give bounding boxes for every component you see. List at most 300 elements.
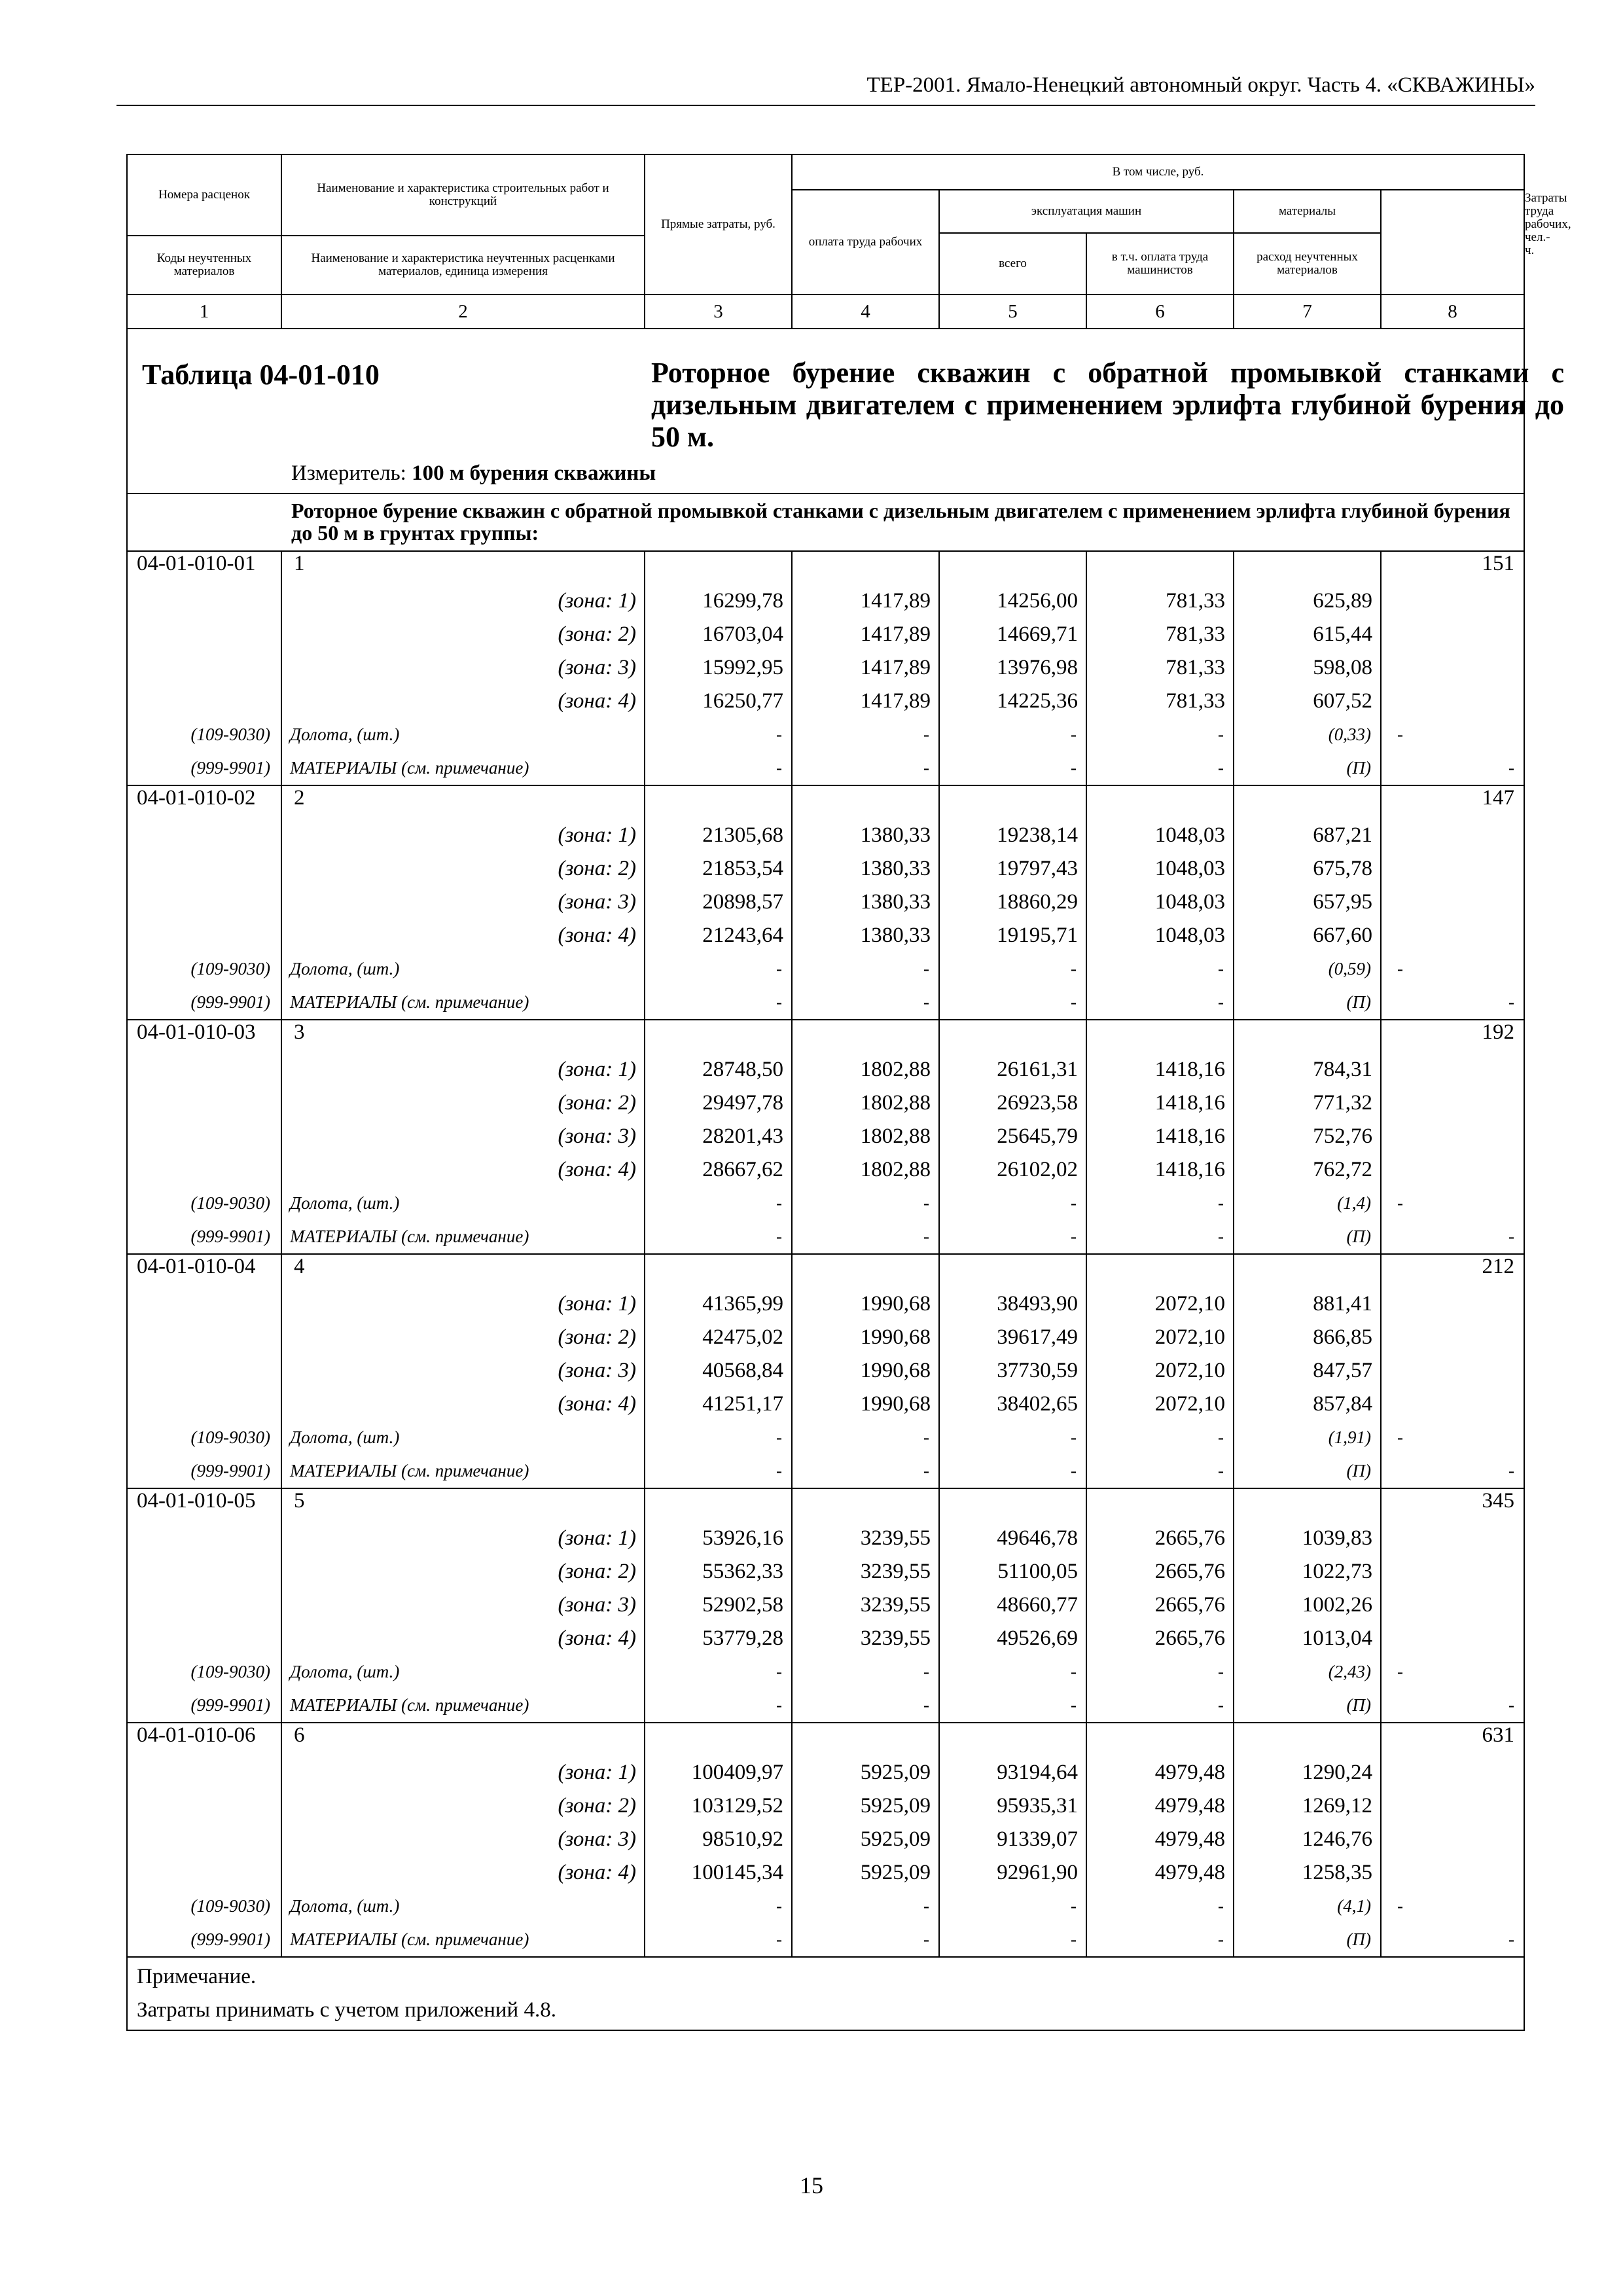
table-row [127, 718, 1524, 751]
dash-value: - [1086, 952, 1234, 986]
empty-cell-direct [645, 1254, 792, 1287]
empty-labor-cell [1381, 1086, 1524, 1120]
dash-value: - [792, 1421, 939, 1454]
machinist-pay-value: 4979,48 [1086, 1856, 1234, 1890]
material-code: (999-9901) [127, 1689, 281, 1723]
direct-costs-value: 41365,99 [645, 1287, 792, 1321]
zone-label: (зона: 1) [281, 1756, 645, 1789]
col-number: 4 [792, 295, 939, 329]
material-name: Долота, (шт.) [281, 1890, 645, 1923]
dash-value: - [792, 751, 939, 785]
empty-cell-machinists [1086, 1723, 1234, 1756]
labor-costs-value: 151 [1381, 551, 1524, 584]
materials-value: 866,85 [1234, 1321, 1381, 1354]
direct-costs-value: 21243,64 [645, 919, 792, 952]
table-row [127, 1522, 1524, 1555]
materials-value: 615,44 [1234, 618, 1381, 651]
table-row [127, 1823, 1524, 1856]
labor-dash: - [1381, 1421, 1524, 1454]
labor-pay-value: 1380,33 [792, 919, 939, 952]
rate-code: 04-01-010-03 [127, 1020, 281, 1053]
empty-cell-machines [939, 785, 1086, 819]
machines-total-value: 49526,69 [939, 1622, 1086, 1655]
direct-costs-value: 20898,57 [645, 886, 792, 919]
empty-cell-materials [1234, 551, 1381, 584]
material-name: Долота, (шт.) [281, 1655, 645, 1689]
machinist-pay-value: 2072,10 [1086, 1287, 1234, 1321]
material-code: (999-9901) [127, 751, 281, 785]
empty-code-cell [127, 919, 281, 952]
material-quantity: (1,91) [1234, 1421, 1381, 1454]
machines-total-value: 19195,71 [939, 919, 1086, 952]
zone-label: (зона: 1) [281, 1053, 645, 1086]
empty-labor-cell [1381, 1856, 1524, 1890]
rate-code: 04-01-010-05 [127, 1488, 281, 1522]
table-header: Номера расценок Наименование и характеристика строительных работ и конструкций Прямые затраты, руб. В том числе, руб. Затраты труда рабочих, чел.-ч. оплата труда рабочих эксплуатация машин материалы всего в т.ч. оплата труда машинистов расход неучтенных материалов Коды неучтенных материалов Наименование и характеристика неучтенных расценками материалов, единица измерения 1 2 3 4 5 6 7 8 [127, 154, 1524, 329]
table-row [127, 1588, 1524, 1622]
materials-value: 675,78 [1234, 852, 1381, 886]
labor-costs-value: 631 [1381, 1723, 1524, 1756]
labor-pay-value: 1802,88 [792, 1053, 939, 1086]
material-name: Долота, (шт.) [281, 1421, 645, 1454]
empty-code-cell [127, 1856, 281, 1890]
table-row [127, 986, 1524, 1020]
empty-cell-materials [1234, 785, 1381, 819]
machines-total-value: 26923,58 [939, 1086, 1086, 1120]
table-row [127, 785, 1524, 819]
empty-cell-machinists [1086, 1488, 1234, 1522]
material-code: (109-9030) [127, 952, 281, 986]
dash-value: - [939, 1454, 1086, 1488]
soil-group: 2 [281, 785, 645, 819]
direct-costs-value: 98510,92 [645, 1823, 792, 1856]
direct-costs-value: 52902,58 [645, 1588, 792, 1622]
empty-labor-cell [1381, 1522, 1524, 1555]
empty-cell-direct [645, 785, 792, 819]
empty-code-cell [127, 1789, 281, 1823]
empty-cell-machinists [1086, 551, 1234, 584]
table-number: Таблица 04-01-010 [142, 359, 380, 391]
empty-code-cell [127, 1823, 281, 1856]
machinist-pay-value: 1048,03 [1086, 919, 1234, 952]
zone-label: (зона: 2) [281, 852, 645, 886]
col-labor-pay: оплата труда рабочих [792, 190, 939, 295]
materials-value: 625,89 [1234, 584, 1381, 618]
table-row [127, 651, 1524, 685]
labor-costs-value: 212 [1381, 1254, 1524, 1287]
zone-label: (зона: 1) [281, 1287, 645, 1321]
table-row [127, 1488, 1524, 1522]
machines-total-value: 19797,43 [939, 852, 1086, 886]
machinist-pay-value: 781,33 [1086, 685, 1234, 718]
labor-pay-value: 1802,88 [792, 1153, 939, 1187]
rates-table [126, 154, 1571, 2031]
labor-pay-value: 1417,89 [792, 651, 939, 685]
zone-label: (зона: 4) [281, 1388, 645, 1421]
col-number: 6 [1086, 295, 1234, 329]
materials-value: 1290,24 [1234, 1756, 1381, 1789]
labor-dash: - [1381, 1890, 1524, 1923]
material-name: Долота, (шт.) [281, 718, 645, 751]
material-quantity: (4,1) [1234, 1890, 1381, 1923]
material-code: (999-9901) [127, 1923, 281, 1957]
table-row [127, 1388, 1524, 1421]
dash-value: - [645, 1923, 792, 1957]
labor-dash: - [1381, 1454, 1524, 1488]
dash-value: - [792, 986, 939, 1020]
column-numbers-row [127, 295, 1524, 329]
dash-value: - [645, 1220, 792, 1254]
col-number: 8 [1381, 295, 1524, 329]
dash-value: - [939, 1421, 1086, 1454]
labor-pay-value: 1380,33 [792, 886, 939, 919]
note-block [127, 1957, 1524, 2030]
labor-pay-value: 1417,89 [792, 584, 939, 618]
dash-value: - [1086, 1655, 1234, 1689]
empty-labor-cell [1381, 819, 1524, 852]
materials-value: 857,84 [1234, 1388, 1381, 1421]
dash-value: - [1086, 1890, 1234, 1923]
materials-value: 657,95 [1234, 886, 1381, 919]
table-row [127, 1555, 1524, 1588]
dash-value: - [939, 986, 1086, 1020]
labor-dash: - [1381, 1923, 1524, 1957]
labor-pay-value: 5925,09 [792, 1789, 939, 1823]
machines-total-value: 25645,79 [939, 1120, 1086, 1153]
empty-cell-labor-pay [792, 1254, 939, 1287]
material-quantity: (П) [1234, 1220, 1381, 1254]
materials-value: 1258,35 [1234, 1856, 1381, 1890]
machinist-pay-value: 781,33 [1086, 618, 1234, 651]
dash-value: - [645, 1421, 792, 1454]
empty-code-cell [127, 618, 281, 651]
empty-labor-cell [1381, 1388, 1524, 1421]
direct-costs-value: 28667,62 [645, 1153, 792, 1187]
table-title-block [127, 329, 1564, 493]
dash-value: - [792, 1689, 939, 1723]
dash-value: - [939, 1220, 1086, 1254]
machines-total-value: 14256,00 [939, 584, 1086, 618]
col-material-consumption: расход неучтенных материалов [1234, 233, 1381, 295]
machinist-pay-value: 2665,76 [1086, 1622, 1234, 1655]
empty-labor-cell [1381, 1823, 1524, 1856]
labor-pay-value: 1990,68 [792, 1287, 939, 1321]
direct-costs-value: 16250,77 [645, 685, 792, 718]
labor-pay-value: 3239,55 [792, 1588, 939, 1622]
material-code: (109-9030) [127, 1421, 281, 1454]
table-row [127, 852, 1524, 886]
labor-pay-value: 1417,89 [792, 685, 939, 718]
zone-label: (зона: 3) [281, 651, 645, 685]
machinist-pay-value: 4979,48 [1086, 1789, 1234, 1823]
dash-value: - [939, 1187, 1086, 1220]
dash-value: - [792, 1890, 939, 1923]
empty-labor-cell [1381, 1287, 1524, 1321]
zone-label: (зона: 1) [281, 819, 645, 852]
zone-label: (зона: 1) [281, 1522, 645, 1555]
machines-total-value: 14669,71 [939, 618, 1086, 651]
materials-value: 752,76 [1234, 1120, 1381, 1153]
empty-code-cell [127, 852, 281, 886]
material-name: МАТЕРИАЛЫ (см. примечание) [281, 1220, 645, 1254]
machinist-pay-value: 4979,48 [1086, 1756, 1234, 1789]
labor-pay-value: 1990,68 [792, 1321, 939, 1354]
materials-value: 687,21 [1234, 819, 1381, 852]
labor-dash: - [1381, 952, 1524, 986]
rate-code: 04-01-010-06 [127, 1723, 281, 1756]
dash-value: - [939, 718, 1086, 751]
table-row [127, 751, 1524, 785]
dash-value: - [1086, 1421, 1234, 1454]
unit-of-measure: Измеритель: 100 м бурения скважины [291, 461, 656, 485]
col-number: 1 [127, 295, 281, 329]
direct-costs-value: 42475,02 [645, 1321, 792, 1354]
table-row [127, 1254, 1524, 1287]
empty-cell-machines [939, 551, 1086, 584]
table-row [127, 1421, 1524, 1454]
dash-value: - [645, 986, 792, 1020]
direct-costs-value: 40568,84 [645, 1354, 792, 1388]
col-number: 2 [281, 295, 645, 329]
table-row [127, 1020, 1524, 1053]
machines-total-value: 92961,90 [939, 1856, 1086, 1890]
table-row [127, 1622, 1524, 1655]
machinist-pay-value: 2665,76 [1086, 1555, 1234, 1588]
empty-cell-direct [645, 1723, 792, 1756]
empty-cell-labor-pay [792, 1723, 939, 1756]
empty-code-cell [127, 1153, 281, 1187]
machines-total-value: 38493,90 [939, 1287, 1086, 1321]
running-header-text: ТЕР-2001. Ямало-Ненецкий автономный округ. Часть 4. «СКВАЖИНЫ» [866, 73, 1535, 97]
dash-value: - [1086, 751, 1234, 785]
labor-dash: - [1381, 1187, 1524, 1220]
empty-code-cell [127, 1756, 281, 1789]
machines-total-value: 49646,78 [939, 1522, 1086, 1555]
material-code: (109-9030) [127, 718, 281, 751]
material-quantity: (0,59) [1234, 952, 1381, 986]
labor-costs-value: 147 [1381, 785, 1524, 819]
section-heading: Роторное бурение скважин с обратной промывкой станками с дизельным двигателем с применением эрлифта глубиной бурения до 50 м в грунтах группы: [127, 493, 1524, 551]
col-number: 5 [939, 295, 1086, 329]
table-row [127, 1287, 1524, 1321]
labor-pay-value: 5925,09 [792, 1756, 939, 1789]
empty-labor-cell [1381, 886, 1524, 919]
empty-labor-cell [1381, 1153, 1524, 1187]
labor-costs-value: 345 [1381, 1488, 1524, 1522]
empty-code-cell [127, 1086, 281, 1120]
machinist-pay-value: 1048,03 [1086, 886, 1234, 919]
table-row [127, 1756, 1524, 1789]
dash-value: - [645, 1689, 792, 1723]
machines-total-value: 95935,31 [939, 1789, 1086, 1823]
materials-value: 1039,83 [1234, 1522, 1381, 1555]
table-row [127, 1053, 1524, 1086]
labor-pay-value: 1990,68 [792, 1354, 939, 1388]
zone-label: (зона: 2) [281, 1555, 645, 1588]
dash-value: - [645, 952, 792, 986]
direct-costs-value: 100145,34 [645, 1856, 792, 1890]
empty-cell-direct [645, 1020, 792, 1053]
dash-value: - [792, 718, 939, 751]
soil-group: 6 [281, 1723, 645, 1756]
machines-total-value: 93194,64 [939, 1756, 1086, 1789]
empty-labor-cell [1381, 852, 1524, 886]
table-row [127, 1187, 1524, 1220]
machines-total-value: 19238,14 [939, 819, 1086, 852]
table-row [127, 1856, 1524, 1890]
empty-labor-cell [1381, 651, 1524, 685]
material-quantity: (П) [1234, 986, 1381, 1020]
table-row [127, 819, 1524, 852]
empty-cell-materials [1234, 1723, 1381, 1756]
machines-total-value: 14225,36 [939, 685, 1086, 718]
empty-labor-cell [1381, 618, 1524, 651]
labor-pay-value: 1802,88 [792, 1120, 939, 1153]
labor-pay-value: 3239,55 [792, 1622, 939, 1655]
empty-cell-direct [645, 1488, 792, 1522]
empty-code-cell [127, 685, 281, 718]
material-name: Долота, (шт.) [281, 952, 645, 986]
material-quantity: (П) [1234, 1923, 1381, 1957]
empty-cell-machines [939, 1723, 1086, 1756]
table-row [127, 1655, 1524, 1689]
dash-value: - [645, 1890, 792, 1923]
table-title: Роторное бурение скважин с обратной промывкой станками с дизельным двигателем с применением эрлифта глубиной бурения до 50 м. [651, 357, 1564, 453]
table-row [127, 919, 1524, 952]
dash-value: - [792, 1923, 939, 1957]
col-total: всего [939, 233, 1086, 295]
empty-code-cell [127, 819, 281, 852]
zone-label: (зона: 2) [281, 1789, 645, 1823]
machinist-pay-value: 2665,76 [1086, 1522, 1234, 1555]
empty-code-cell [127, 1388, 281, 1421]
machines-total-value: 13976,98 [939, 651, 1086, 685]
materials-value: 607,52 [1234, 685, 1381, 718]
note-text: Затраты принимать с учетом приложений 4.8. [137, 1998, 556, 2022]
machines-total-value: 18860,29 [939, 886, 1086, 919]
soil-group: 5 [281, 1488, 645, 1522]
dash-value: - [792, 1220, 939, 1254]
empty-cell-labor-pay [792, 551, 939, 584]
table-row [127, 1689, 1524, 1723]
material-quantity: (2,43) [1234, 1655, 1381, 1689]
machinist-pay-value: 1048,03 [1086, 819, 1234, 852]
empty-cell-materials [1234, 1020, 1381, 1053]
empty-cell-labor-pay [792, 785, 939, 819]
materials-value: 847,57 [1234, 1354, 1381, 1388]
zone-label: (зона: 3) [281, 1823, 645, 1856]
dash-value: - [1086, 986, 1234, 1020]
zone-label: (зона: 2) [281, 618, 645, 651]
soil-group: 4 [281, 1254, 645, 1287]
materials-value: 1246,76 [1234, 1823, 1381, 1856]
direct-costs-value: 15992,95 [645, 651, 792, 685]
materials-value: 762,72 [1234, 1153, 1381, 1187]
zone-label: (зона: 3) [281, 1120, 645, 1153]
table-body [127, 329, 1564, 2030]
material-code: (109-9030) [127, 1890, 281, 1923]
direct-costs-value: 28201,43 [645, 1120, 792, 1153]
direct-costs-value: 16299,78 [645, 584, 792, 618]
material-quantity: (П) [1234, 1454, 1381, 1488]
table-row [127, 1120, 1524, 1153]
machines-total-value: 91339,07 [939, 1823, 1086, 1856]
machinist-pay-value: 1418,16 [1086, 1153, 1234, 1187]
zone-label: (зона: 4) [281, 1856, 645, 1890]
empty-code-cell [127, 651, 281, 685]
col-direct-costs: Прямые затраты, руб. [645, 154, 792, 295]
direct-costs-value: 100409,97 [645, 1756, 792, 1789]
machines-total-value: 26161,31 [939, 1053, 1086, 1086]
soil-group: 3 [281, 1020, 645, 1053]
table-row [127, 1220, 1524, 1254]
table-row [127, 1086, 1524, 1120]
empty-cell-labor-pay [792, 1488, 939, 1522]
machinist-pay-value: 1418,16 [1086, 1053, 1234, 1086]
table-row [127, 952, 1524, 986]
rate-code: 04-01-010-04 [127, 1254, 281, 1287]
labor-pay-value: 5925,09 [792, 1856, 939, 1890]
labor-dash: - [1381, 751, 1524, 785]
table-row [127, 886, 1524, 919]
dash-value: - [1086, 1454, 1234, 1488]
material-code: (999-9901) [127, 1220, 281, 1254]
col-number: 7 [1234, 295, 1381, 329]
empty-labor-cell [1381, 1321, 1524, 1354]
materials-value: 1013,04 [1234, 1622, 1381, 1655]
empty-code-cell [127, 584, 281, 618]
direct-costs-value: 53926,16 [645, 1522, 792, 1555]
table-row [127, 1723, 1524, 1756]
direct-costs-value: 16703,04 [645, 618, 792, 651]
empty-cell-machines [939, 1488, 1086, 1522]
materials-value: 881,41 [1234, 1287, 1381, 1321]
dash-value: - [1086, 1923, 1234, 1957]
zone-label: (зона: 1) [281, 584, 645, 618]
labor-pay-value: 1802,88 [792, 1086, 939, 1120]
table-row [127, 618, 1524, 651]
labor-pay-value: 1990,68 [792, 1388, 939, 1421]
material-name: Долота, (шт.) [281, 1187, 645, 1220]
empty-cell-machines [939, 1254, 1086, 1287]
machines-total-value: 37730,59 [939, 1354, 1086, 1388]
table-row [127, 1890, 1524, 1923]
empty-code-cell [127, 1321, 281, 1354]
col-work-name: Наименование и характеристика строительных работ и конструкций [281, 154, 645, 236]
table-row [127, 1454, 1524, 1488]
col-unaccounted-codes: Коды неучтенных материалов [127, 236, 281, 295]
zone-label: (зона: 4) [281, 1622, 645, 1655]
table-row [127, 1789, 1524, 1823]
material-quantity: (1,4) [1234, 1187, 1381, 1220]
direct-costs-value: 55362,33 [645, 1555, 792, 1588]
zone-label: (зона: 3) [281, 1354, 645, 1388]
empty-code-cell [127, 886, 281, 919]
materials-value: 598,08 [1234, 651, 1381, 685]
material-quantity: (П) [1234, 751, 1381, 785]
empty-code-cell [127, 1622, 281, 1655]
material-name: МАТЕРИАЛЫ (см. примечание) [281, 1689, 645, 1723]
page-number: 15 [800, 2172, 823, 2198]
labor-pay-value: 3239,55 [792, 1555, 939, 1588]
empty-labor-cell [1381, 1120, 1524, 1153]
empty-code-cell [127, 1588, 281, 1622]
col-machinist-pay: в т.ч. оплата труда машинистов [1086, 233, 1234, 295]
empty-code-cell [127, 1053, 281, 1086]
table-row [127, 1923, 1524, 1957]
dash-value: - [939, 952, 1086, 986]
machinist-pay-value: 781,33 [1086, 651, 1234, 685]
